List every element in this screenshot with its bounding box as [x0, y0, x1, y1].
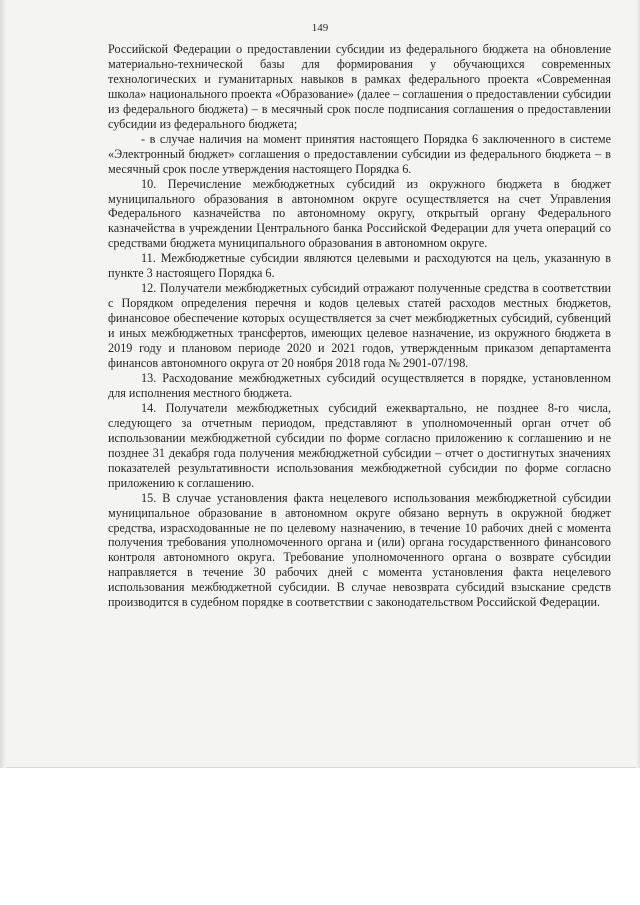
page-number: 149	[311, 22, 329, 34]
paragraph-item-14: 14. Получатели межбюджетных субсидий ежеквартально, не позднее 8-го числа, следующего за отчетным периодом, представляют в уполномоченный орган отчет об использовании межбюджетной субсидии по форме согласно приложению к соглашению и не позднее 31 декабря года получения межбюджетной субсидии – отчет о достигнутых значениях показателей результативности использования межбюджетной субсидии по форме согласно приложению к соглашению.	[108, 400, 611, 490]
paragraph-bullet: - в случае наличия на момент принятия настоящего Порядка 6 заключенного в системе «Электронный бюджет» соглашения о предоставлении субсидии из федерального бюджета – в месячный срок после утверждения настоящего Порядка 6.	[108, 131, 611, 176]
document-body	[108, 42, 611, 610]
paragraph-item-11: 11. Межбюджетные субсидии являются целевыми и расходуются на цель, указанную в пункте 3 настоящего Порядка 6.	[108, 251, 611, 281]
paragraph-item-10: 10. Перечисление межбюджетных субсидий из окружного бюджета в бюджет муниципального образования в автономном округе осуществляется на счет Управления Федерального казначейства по автономному округу, открытый органу Федерального казначейства в учреждении Центрального банка Российской Федерации для учета операций со средствами бюджета муниципального образования в автономном округе.	[108, 176, 611, 251]
paragraph-item-13: 13. Расходование межбюджетных субсидий осуществляется в порядке, установленном для исполнения местного бюджета.	[108, 370, 611, 400]
paragraph-item-12: 12. Получатели межбюджетных субсидий отражают полученные средства в соответствии с Порядком определения перечня и кодов целевых статей расходов местных бюджетов, финансовое обеспечение которых осуществляется за счет межбюджетных субсидий, субвенций и иных межбюджетных трансфертов, имеющих целевое назначение, из окружного бюджета в 2019 году и плановом периоде 2020 и 2021 годов, утвержденным приказом департамента финансов автономного округа от 20 ноября 2018 года № 2901-07/198.	[108, 281, 611, 371]
paragraph-continuation: Российской Федерации о предоставлении субсидии из федерального бюджета на обновление материально-технической базы для формирования у обучающихся современных технологических и гуманитарных навыков в рамках федерального проекта «Современная школа» национального проекта «Образование» (далее – соглашения о предоставлении субсидии из федерального бюджета) – в месячный срок после подписания соглашения о предоставлении субсидии из федерального бюджета;	[108, 42, 611, 131]
scan-shadow-left	[0, 0, 6, 768]
paragraph-item-15: 15. В случае установления факта нецелевого использования межбюджетной субсидии муниципальное образование в автономном округе обязано вернуть в окружной бюджет средства, израсходованные не по целевому назначению, в течение 10 рабочих дней с момента получения требования уполномоченного органа и (или) органа государственного финансового контроля автономного округа. Требование уполномоченного органа о возврате субсидии направляется в течение 30 рабочих дней с момента установления факта нецелевого использования межбюджетной субсидии. В случае невозврата субсидий взыскание средств производится в судебном порядке в соответствии с законодательством Российской Федерации.	[108, 490, 611, 610]
scan-shadow-right	[636, 0, 640, 768]
